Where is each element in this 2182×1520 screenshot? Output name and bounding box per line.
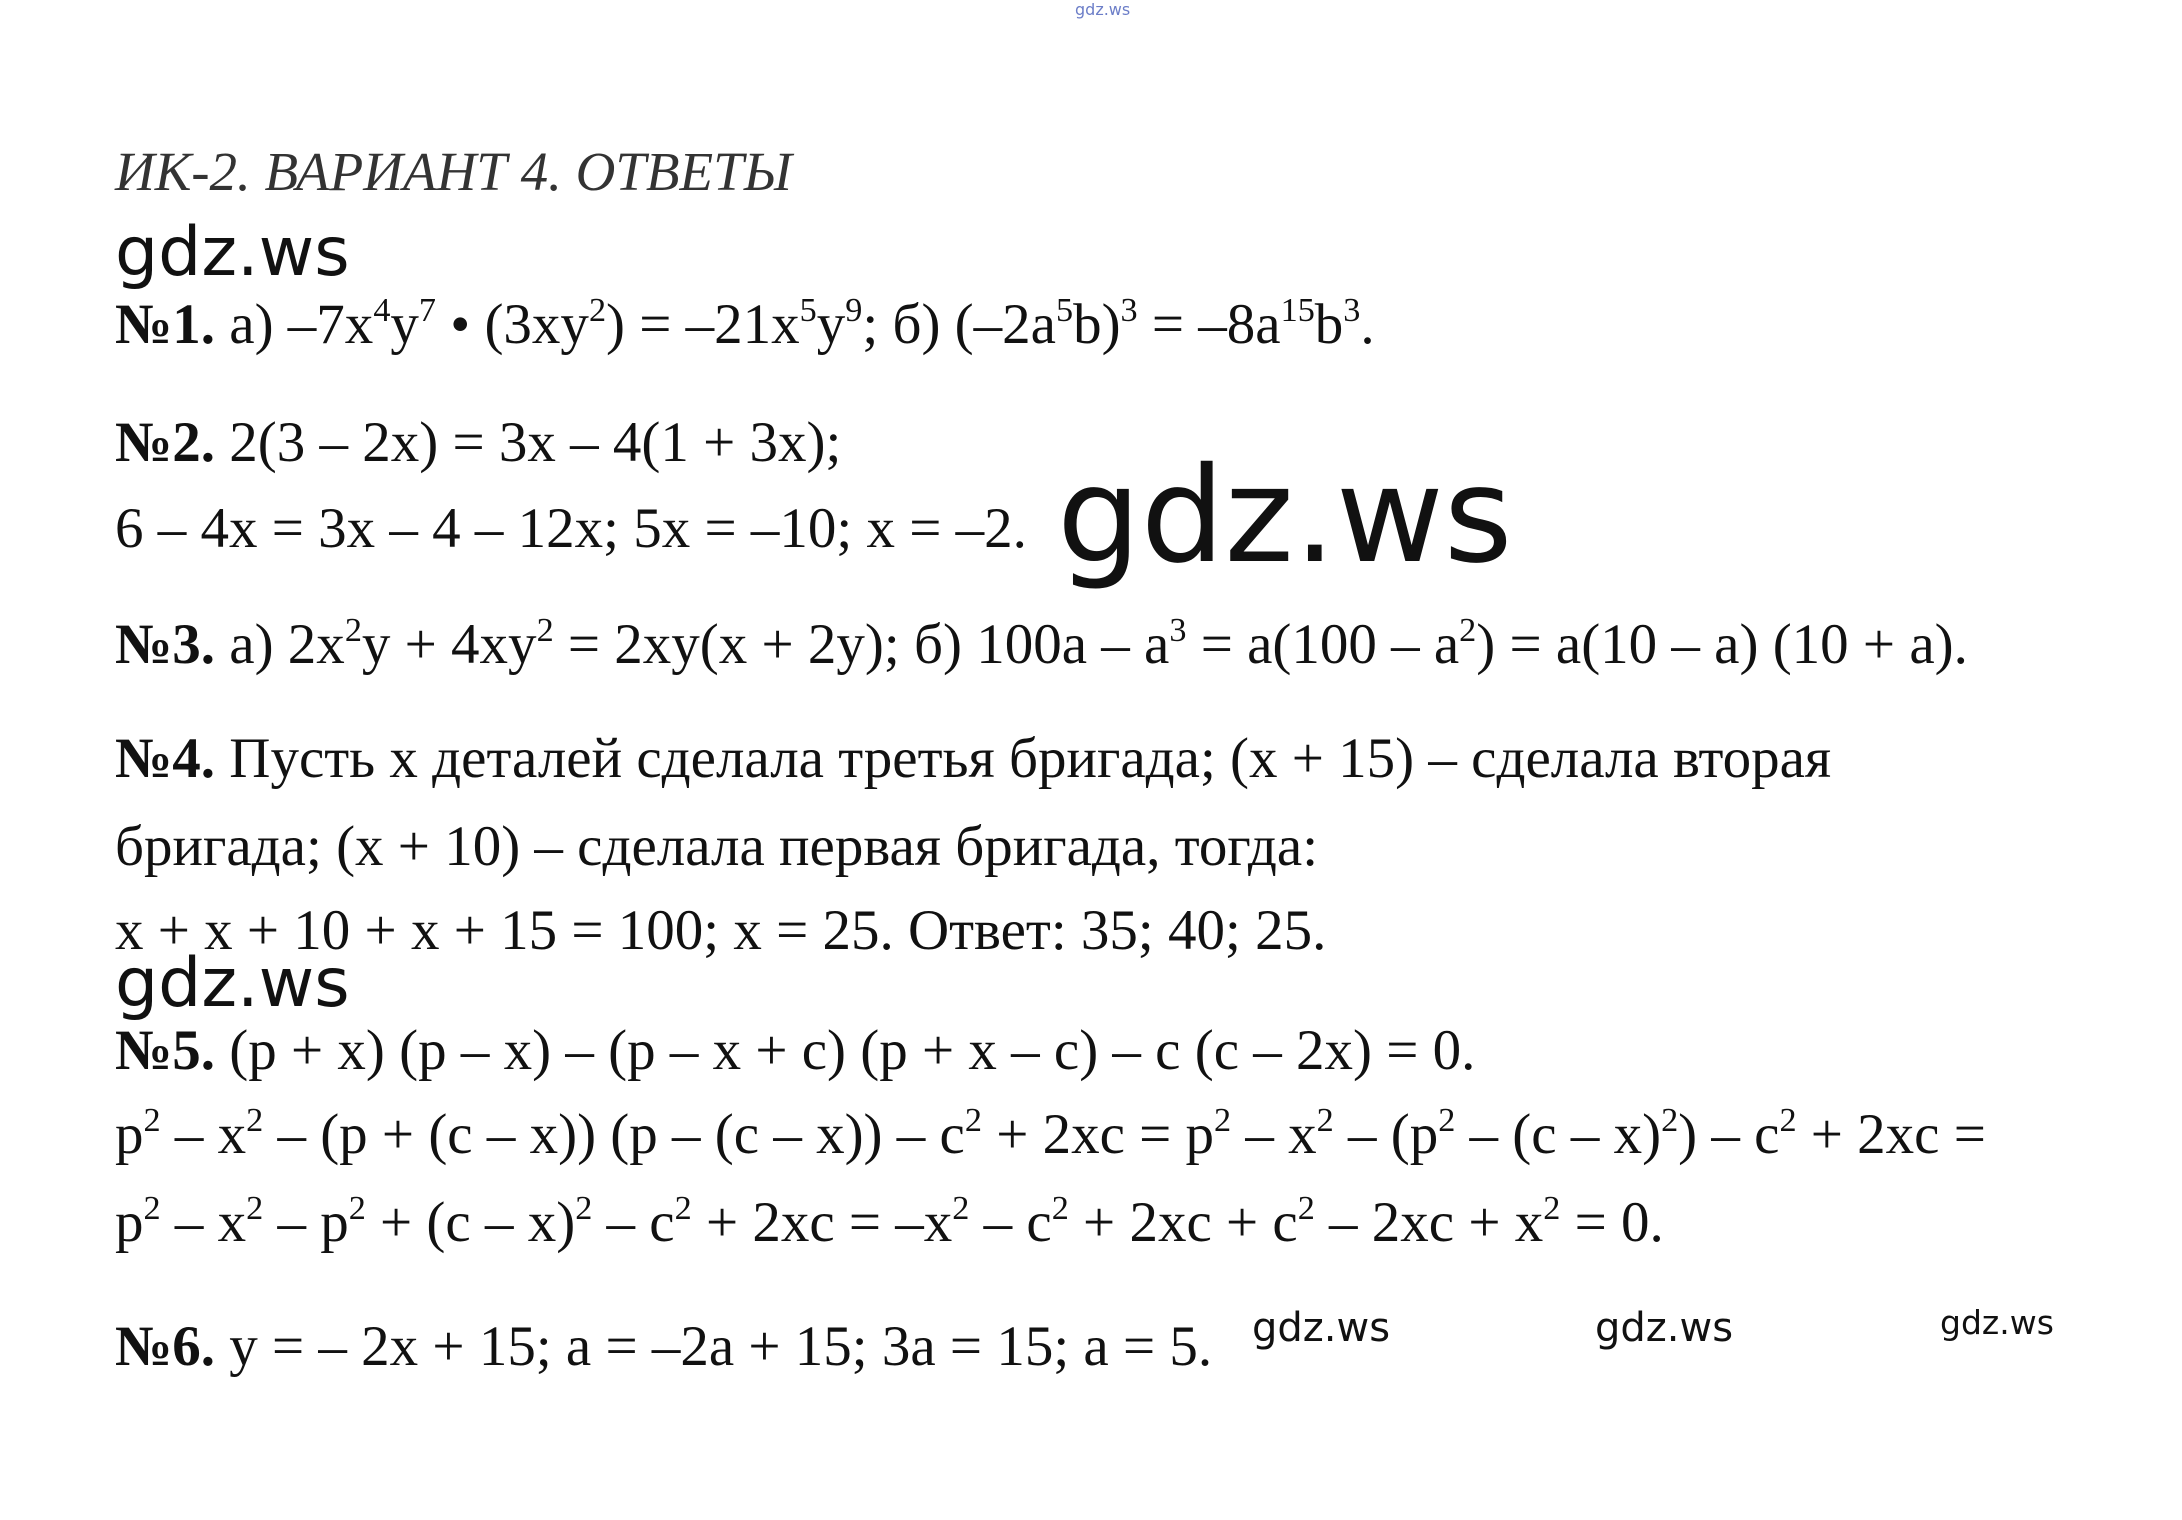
p5l2-s7: 2 [1214, 1101, 1232, 1139]
p5-line1-text: (p + x) (p – x) – (p – x + c) (p + x – c) – c (c – 2x) = 0. [229, 1019, 1476, 1082]
p1-s1: 4 [373, 291, 391, 329]
p5l2-s8: – x [1231, 1103, 1317, 1166]
p1-s15: 15 [1280, 291, 1315, 329]
p5l3-s4: – p [263, 1191, 349, 1254]
watermark-before-5: gdz.ws [115, 944, 350, 1023]
problem-1 [115, 291, 1375, 356]
p5l2-s15: 2 [1779, 1101, 1797, 1139]
p1-s0: а) –7x [229, 293, 374, 356]
problem-4-number: №4. [115, 727, 216, 790]
p5l2-s12: – (c – x) [1455, 1103, 1662, 1166]
p5l2-s5: 2 [964, 1101, 982, 1139]
p1-s18: . [1360, 293, 1375, 356]
problem-6 [115, 1315, 1213, 1378]
problem-5-line-1 [115, 1019, 1476, 1082]
watermark-bottom-1: gdz.ws [1252, 1305, 1391, 1351]
p3-s5: 3 [1169, 611, 1187, 649]
p5l3-s18: = 0. [1560, 1191, 1664, 1254]
p5l3-s15: 2 [1297, 1189, 1315, 1227]
problem-1-number: №1. [115, 293, 216, 356]
p5l2-s4: – (p + (c – x)) (p – (c – x)) – c [263, 1103, 965, 1166]
p3-s0: а) 2x [229, 613, 345, 676]
p1-s3: 7 [418, 291, 436, 329]
problem-5-line-3 [115, 1189, 1664, 1254]
problem-4-line-3: x + x + 10 + x + 15 = 100; x = 25. Ответ: 35; 40; 25. [115, 899, 1327, 962]
p1-s5: 2 [588, 291, 607, 329]
p5l2-s16: + 2xc = [1796, 1103, 1986, 1166]
p5l2-s11: 2 [1438, 1101, 1456, 1139]
p5l2-s2: – x [160, 1103, 247, 1166]
p5l3-s11: 2 [952, 1189, 970, 1227]
p5l3-s3: 2 [246, 1189, 264, 1227]
p5l3-s1: 2 [143, 1189, 161, 1227]
problem-6-number: №6. [115, 1315, 216, 1378]
problem-3-number: №3. [115, 613, 216, 676]
problem-4-line-1 [115, 727, 1832, 790]
p5l3-s5: 2 [348, 1189, 366, 1227]
p1-s8: y [816, 293, 846, 356]
p3-s1: 2 [344, 611, 362, 649]
problem-2-line-1 [115, 411, 842, 474]
p3-s6: = a(100 – a [1186, 613, 1460, 676]
watermark-bottom-3: gdz.ws [1940, 1303, 2054, 1342]
p5l3-s2: – x [160, 1191, 247, 1254]
p3-s3: 2 [536, 611, 554, 649]
problem-2-number: №2. [115, 411, 216, 474]
p1-s14: = –8a [1137, 293, 1281, 356]
watermark-top: gdz.ws [1075, 0, 1131, 19]
p5l3-s14: + 2xc + c [1068, 1191, 1298, 1254]
problem-3 [115, 611, 1968, 676]
p1-s2: y [390, 293, 419, 356]
problem-4-line-2: бригада; (x + 10) – сделала первая бригада, тогда: [115, 815, 1319, 878]
p3-s8: ) = a(10 – a) (10 + a). [1476, 613, 1968, 676]
p1-s17: 3 [1343, 291, 1361, 329]
watermark-center-large: gdz.ws [1057, 439, 1513, 593]
p2-line1-text: 2(3 – 2x) = 3x – 4(1 + 3x); [229, 411, 842, 474]
p1-s10: ; б) (–2a [862, 293, 1056, 356]
p3-s2: y + 4xy [361, 613, 537, 676]
problem-5-number: №5. [115, 1019, 216, 1082]
problem-2-line-2: 6 – 4x = 3x – 4 – 12x; 5x = –10; x = –2. [115, 497, 1027, 560]
p1-s9: 9 [845, 291, 863, 329]
p3-s4: = 2xy(x + 2y); б) 100a – a [553, 613, 1170, 676]
p4-line1-text: Пусть x деталей сделала третья бригада; (x + 15) – сделала вторая [229, 727, 1832, 790]
p1-s4: • (3xy [436, 293, 589, 356]
p5l3-s7: 2 [575, 1189, 593, 1227]
p5l2-s1: 2 [143, 1101, 161, 1139]
p1-s13: 3 [1120, 291, 1138, 329]
p5l2-s14: ) – c [1678, 1103, 1780, 1166]
p5l3-s17: 2 [1543, 1189, 1561, 1227]
p5l3-s0: p [115, 1191, 144, 1254]
p5l3-s10: + 2xc = –x [691, 1191, 953, 1254]
p1-s11: 5 [1055, 291, 1074, 329]
page-title: ИК-2. ВАРИАНТ 4. ОТВЕТЫ [115, 141, 792, 202]
p5l3-s16: – 2xc + x [1314, 1191, 1544, 1254]
p5l2-s10: – (p [1333, 1103, 1439, 1166]
p5l3-s8: – c [592, 1191, 675, 1254]
p1-s6: ) = –21x [606, 293, 800, 356]
p5l2-s3: 2 [246, 1101, 264, 1139]
watermark-under-title: gdz.ws [115, 213, 350, 292]
p1-s12: b) [1073, 293, 1121, 356]
p1-s7: 5 [799, 291, 817, 329]
p5l2-s0: p [115, 1103, 144, 1166]
p3-s7: 2 [1459, 611, 1477, 649]
p5l3-s12: – c [969, 1191, 1052, 1254]
p5l3-s9: 2 [674, 1189, 692, 1227]
p5l3-s6: + (c – x) [365, 1191, 576, 1254]
p5l2-s6: + 2xc = p [981, 1103, 1215, 1166]
p5l2-s13: 2 [1661, 1101, 1679, 1139]
watermark-bottom-2: gdz.ws [1595, 1305, 1734, 1351]
p1-s16: b [1314, 293, 1344, 356]
p5l2-s9: 2 [1316, 1101, 1334, 1139]
p5l3-s13: 2 [1051, 1189, 1069, 1227]
p6-text: y = – 2x + 15; a = –2a + 15; 3a = 15; a = 5. [229, 1315, 1213, 1378]
problem-5-line-2 [115, 1101, 1986, 1166]
